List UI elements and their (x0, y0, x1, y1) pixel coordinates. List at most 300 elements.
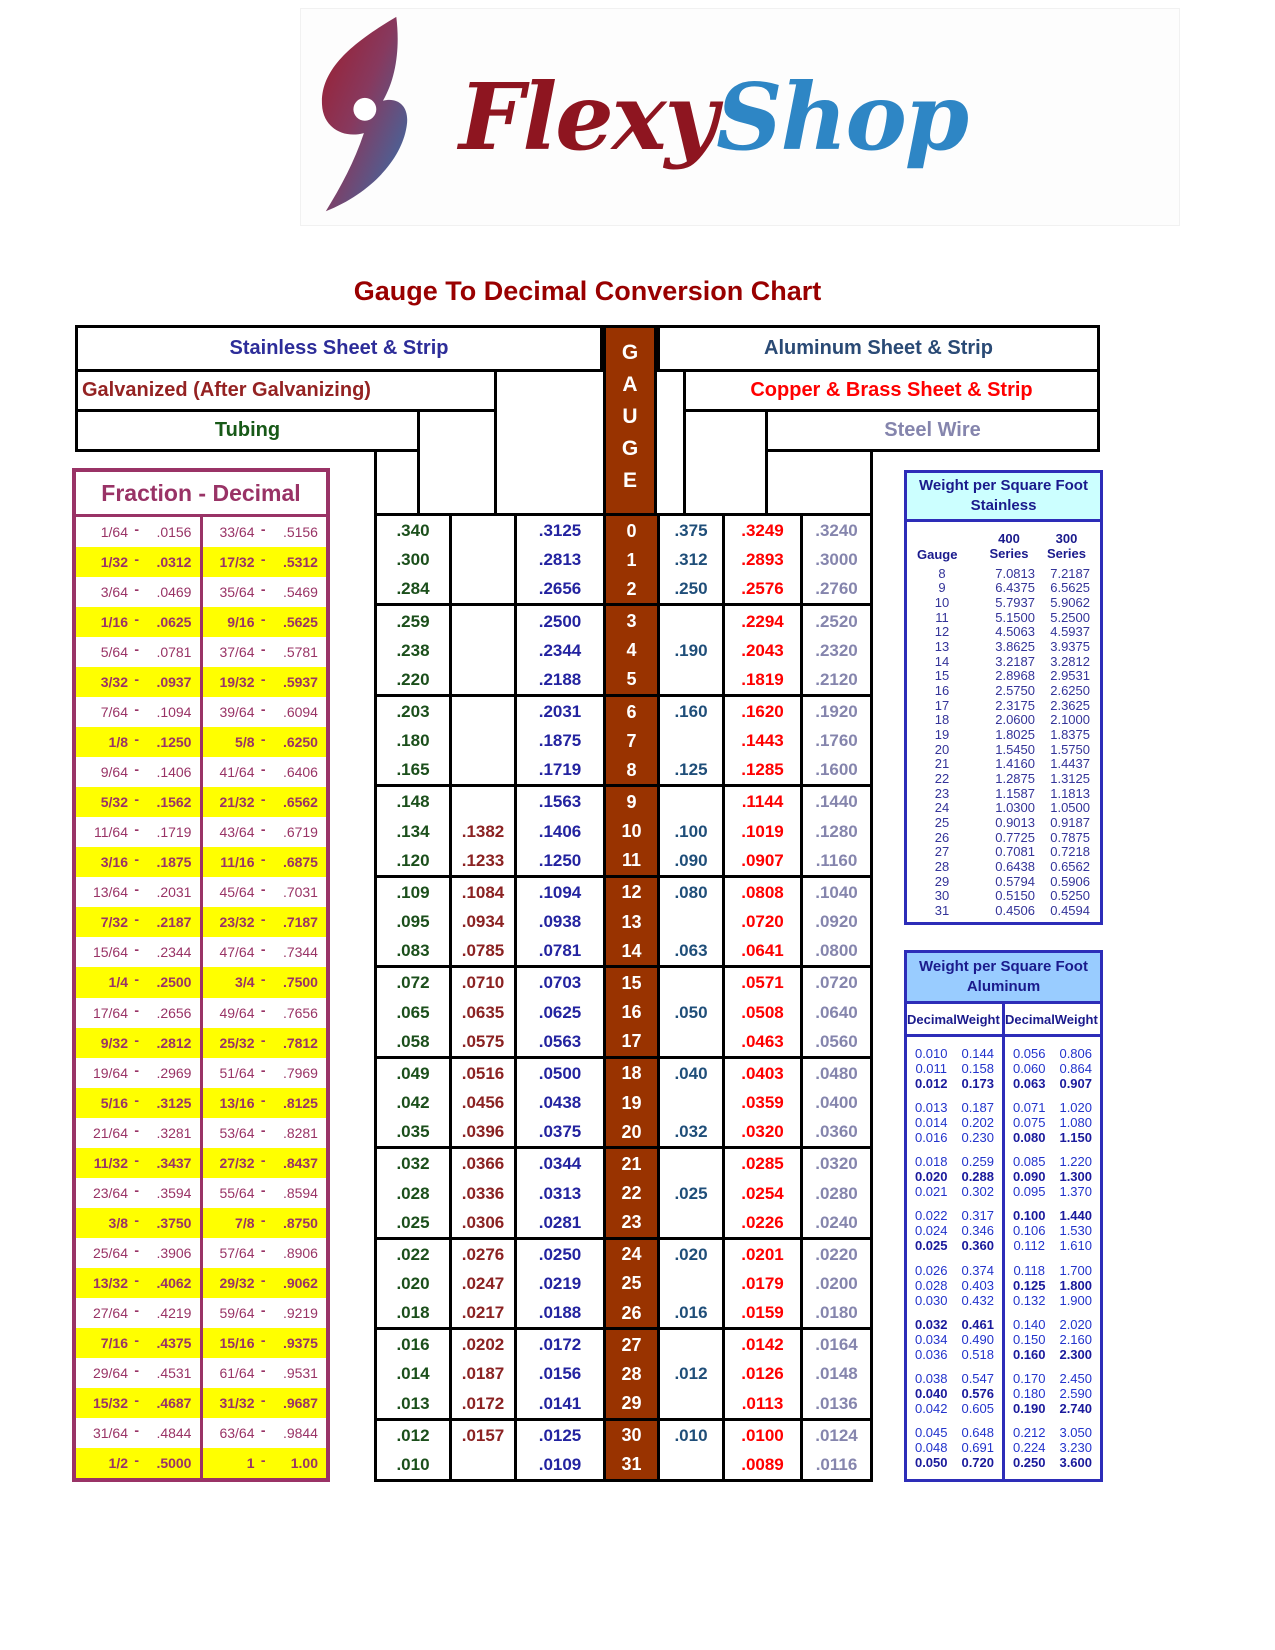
cell-aluminum: .375 (660, 516, 725, 545)
fraction-value: 7/64 (100, 704, 128, 721)
dash-separator: - (260, 1421, 266, 1438)
cell-galvanized: .0934 (452, 907, 517, 936)
cell-steel-wire: .2320 (815, 640, 858, 660)
decimal-value: .3906 (156, 1244, 192, 1261)
series-300-weight: 3.9375 (1050, 639, 1090, 655)
table-row (377, 1208, 870, 1237)
weight-value: 0.158 (961, 1061, 995, 1077)
fraction-value: 5/64 (100, 644, 128, 661)
cell-aluminum: .020 (660, 1240, 725, 1269)
page-title: Gauge To Decimal Conversion Chart (353, 276, 822, 306)
cell-tubing: .016 (377, 1330, 452, 1359)
fraction-row (76, 667, 326, 697)
cell-aluminum (660, 1149, 725, 1178)
decimal-value: .5469 (282, 584, 318, 601)
cell-tubing: .120 (377, 846, 452, 875)
decimal-value: .8594 (282, 1184, 318, 1201)
fraction-row (76, 727, 326, 757)
cell-galvanized: .0172 (452, 1389, 517, 1418)
fraction-value: 57/64 (219, 1244, 255, 1261)
fraction-value: 17/32 (219, 554, 255, 571)
cell-gauge: 5 (606, 665, 660, 694)
weight-value: 2.300 (1059, 1346, 1093, 1362)
decimal-value: 0.190 (1012, 1400, 1046, 1416)
cell-stainless: .0375 (517, 1117, 606, 1146)
cell-stainless: .2188 (517, 665, 606, 694)
cell-aluminum: .080 (660, 878, 725, 907)
fraction-pair (203, 907, 327, 937)
cell-gauge: 0 (606, 516, 660, 545)
dash-separator: - (134, 971, 140, 988)
fraction-pair (76, 1178, 203, 1208)
fraction-row (76, 1238, 326, 1268)
fraction-value: 7/8 (235, 1214, 255, 1231)
decimal-value: 0.018 (914, 1154, 948, 1170)
fraction-value: 3/64 (100, 584, 128, 601)
series-300-weight: 5.2500 (1050, 609, 1090, 625)
cell-stainless: .1563 (517, 787, 606, 816)
fraction-pair (76, 577, 203, 607)
decimal-value: .4687 (156, 1394, 192, 1411)
cell-stainless: .2500 (517, 606, 606, 635)
decimal-value: 0.045 (914, 1424, 948, 1440)
weight-value: 3.050 (1059, 1424, 1093, 1440)
aluminum-weight-row (908, 1455, 1001, 1470)
fraction-pair (76, 877, 203, 907)
stainless-weight-row (913, 640, 1094, 653)
fraction-value: 7/16 (100, 1334, 128, 1351)
aluminum-weight-group (908, 1371, 1001, 1416)
fraction-pair (76, 1028, 203, 1058)
fraction-row (76, 577, 326, 607)
weight-value: 1.900 (1059, 1292, 1093, 1308)
dash-separator: - (134, 1421, 140, 1438)
series-400-weight: 3.8625 (995, 639, 1035, 655)
dash-separator: - (260, 1121, 266, 1138)
cell-tubing: .083 (377, 936, 452, 965)
gauge-number: 30 (934, 888, 950, 904)
weight-value: 1.150 (1059, 1130, 1093, 1146)
table-row (377, 998, 870, 1027)
fraction-pair (76, 1268, 203, 1298)
fraction-pair (203, 817, 327, 847)
series-400-weight: 1.5450 (995, 741, 1035, 757)
decimal-value: .9375 (282, 1334, 318, 1351)
header-tubing: Tubing (75, 409, 420, 452)
gauge-number: 17 (934, 697, 950, 713)
dash-separator: - (134, 941, 140, 958)
fraction-value: 35/64 (219, 584, 255, 601)
fraction-row (76, 637, 326, 667)
gauge-number: 23 (934, 785, 950, 801)
series-400-weight: 2.0600 (995, 712, 1035, 728)
decimal-value: .8437 (282, 1154, 318, 1171)
aluminum-weight-row (908, 1115, 1001, 1130)
fraction-pair (203, 967, 327, 997)
decimal-value: 0.075 (1012, 1115, 1046, 1131)
weight-value: 0.864 (1059, 1061, 1093, 1077)
aluminum-weight-row (1006, 1208, 1099, 1223)
fraction-pair (76, 1208, 203, 1238)
cell-gauge: 19 (606, 1088, 660, 1117)
cell-tubing: .018 (377, 1298, 452, 1327)
decimal-value: 0.040 (914, 1385, 948, 1401)
decimal-value: 0.150 (1012, 1331, 1046, 1347)
cell-copper-brass: .1019 (725, 817, 803, 846)
cell-gauge: 24 (606, 1240, 660, 1269)
fraction-value: 41/64 (219, 764, 255, 781)
fraction-pair (76, 697, 203, 727)
series-400-weight: 0.5794 (995, 873, 1035, 889)
decimal-value: 0.042 (914, 1400, 948, 1416)
series-400-weight: 0.7725 (995, 829, 1035, 845)
weight-value: 0.432 (961, 1292, 995, 1308)
fraction-value: 23/32 (219, 914, 255, 931)
series-400-weight: 5.1500 (995, 609, 1035, 625)
decimal-value: .2031 (156, 884, 192, 901)
weight-value: 0.187 (961, 1100, 995, 1116)
dash-separator: - (134, 851, 140, 868)
cell-copper-brass: .0359 (725, 1088, 803, 1117)
cell-aluminum (660, 787, 725, 816)
decimal-value: 0.021 (914, 1184, 948, 1200)
cell-galvanized (452, 574, 517, 603)
stainless-weight-row (913, 669, 1094, 682)
stainless-weight-row (913, 904, 1094, 917)
aluminum-weight-row (1006, 1169, 1099, 1184)
series-300-weight: 1.0500 (1050, 800, 1090, 816)
dash-separator: - (260, 611, 266, 628)
dash-separator: - (260, 791, 266, 808)
cell-aluminum (660, 907, 725, 936)
gauge-letter: G (621, 437, 639, 460)
dash-separator: - (134, 581, 140, 598)
decimal-value: .6406 (282, 764, 318, 781)
fraction-row (76, 1418, 326, 1448)
aluminum-weight-header (907, 953, 1100, 1004)
decimal-value: .0156 (156, 524, 192, 541)
fraction-row (76, 1118, 326, 1148)
decimal-value: .5156 (282, 524, 318, 541)
dash-separator: - (134, 881, 140, 898)
weight-value: 0.403 (961, 1277, 995, 1293)
fraction-value: 11/32 (93, 1154, 128, 1171)
cell-copper-brass: .0100 (725, 1421, 803, 1450)
decimal-value: .4531 (156, 1364, 192, 1381)
fraction-row (76, 1028, 326, 1058)
weight-value: 0.374 (961, 1262, 995, 1278)
cell-stainless: .2656 (517, 574, 606, 603)
table-row (377, 1269, 870, 1298)
gauge-number: 31 (934, 903, 950, 919)
decimal-value: .9531 (282, 1364, 318, 1381)
aluminum-weight-row (1006, 1293, 1099, 1308)
weight-value: 2.020 (1059, 1316, 1093, 1332)
decimal-value: 0.125 (1012, 1277, 1046, 1293)
cell-stainless: .0438 (517, 1088, 606, 1117)
cell-aluminum: .125 (660, 755, 725, 784)
dash-separator: - (134, 1361, 140, 1378)
dash-separator: - (260, 821, 266, 838)
fraction-pair (76, 847, 203, 877)
cell-gauge: 22 (606, 1178, 660, 1207)
fraction-pair (76, 547, 203, 577)
cell-copper-brass: .0463 (725, 1027, 803, 1056)
decimal-value: .1562 (156, 794, 192, 811)
fraction-row (76, 998, 326, 1028)
cell-stainless: .0109 (517, 1450, 606, 1479)
aluminum-weight-row (908, 1440, 1001, 1455)
decimal-value: .9844 (282, 1424, 318, 1441)
weight-value: 0.691 (961, 1439, 995, 1455)
cell-aluminum: .016 (660, 1298, 725, 1327)
cell-copper-brass: .0808 (725, 878, 803, 907)
gauge-number: 11 (935, 609, 949, 625)
cell-steel-wire: .0116 (815, 1454, 858, 1474)
series-400-weight: 1.8025 (995, 727, 1035, 743)
decimal-value: .6250 (282, 734, 318, 751)
dash-separator: - (134, 1121, 140, 1138)
cell-steel-wire: .3000 (815, 550, 858, 570)
dash-separator: - (260, 731, 266, 748)
table-row (377, 1056, 870, 1088)
aluminum-weight-left-colhead (907, 1004, 1002, 1037)
cell-aluminum (660, 726, 725, 755)
weight-value: 1.800 (1059, 1277, 1093, 1293)
series-300-weight: 2.3625 (1050, 697, 1090, 713)
fraction-pair (203, 727, 327, 757)
decimal-value: 0.030 (914, 1292, 948, 1308)
fraction-value: 1/16 (100, 614, 128, 631)
fraction-row (76, 757, 326, 787)
cell-copper-brass: .0403 (725, 1059, 803, 1088)
fraction-value: 1/8 (108, 734, 128, 751)
cell-tubing: .203 (377, 697, 452, 726)
stainless-weight-row (913, 787, 1094, 800)
series-400-weight: 1.0300 (995, 800, 1035, 816)
column-header-400-series: 400 Series (989, 530, 1029, 562)
fraction-pair (203, 877, 327, 907)
cell-tubing: .259 (377, 606, 452, 635)
fraction-pair (203, 1238, 327, 1268)
cell-galvanized (452, 697, 517, 726)
fraction-row (76, 847, 326, 877)
fraction-value: 25/64 (92, 1244, 128, 1261)
cell-galvanized: .0575 (452, 1027, 517, 1056)
weight-value: 2.160 (1059, 1331, 1093, 1347)
cell-steel-wire: .2520 (815, 611, 858, 631)
cell-aluminum (660, 606, 725, 635)
dash-separator: - (134, 1211, 140, 1228)
fraction-pair (203, 1148, 327, 1178)
cell-copper-brass: .1620 (725, 697, 803, 726)
aluminum-weight-row (908, 1154, 1001, 1169)
aluminum-weight-row (908, 1184, 1001, 1199)
fraction-pair (76, 967, 203, 997)
decimal-value: .7656 (282, 1004, 318, 1021)
cell-aluminum (660, 1088, 725, 1117)
cell-tubing: .020 (377, 1269, 452, 1298)
series-400-weight: 2.3175 (995, 697, 1035, 713)
decimal-value: .8906 (282, 1244, 318, 1261)
weight-value: 0.720 (961, 1454, 995, 1470)
aluminum-weight-row (1006, 1386, 1099, 1401)
aluminum-weight-row (1006, 1371, 1099, 1386)
cell-gauge: 6 (606, 697, 660, 726)
decimal-value: .4844 (156, 1424, 192, 1441)
flexyshop-swoosh-icon (307, 15, 457, 220)
flexyshop-logo (300, 8, 1180, 226)
aluminum-weight-row (1006, 1046, 1099, 1061)
cell-aluminum: .025 (660, 1178, 725, 1207)
fraction-value: 29/64 (92, 1364, 128, 1381)
aluminum-weight-row (1006, 1425, 1099, 1440)
fraction-value: 3/4 (235, 974, 255, 991)
table-row (377, 1298, 870, 1327)
weight-value: 1.220 (1059, 1154, 1093, 1170)
series-300-weight: 1.5750 (1050, 741, 1090, 757)
fraction-value: 37/64 (219, 644, 255, 661)
cell-tubing: .042 (377, 1088, 452, 1117)
cell-galvanized (452, 787, 517, 816)
cell-tubing: .065 (377, 998, 452, 1027)
fraction-pair (203, 607, 327, 637)
decimal-value: .3281 (156, 1124, 192, 1141)
stainless-weight-row (913, 831, 1094, 844)
table-row (377, 516, 870, 545)
fraction-value: 33/64 (219, 524, 255, 541)
cell-tubing: .284 (377, 574, 452, 603)
fraction-pair (203, 1178, 327, 1208)
cell-copper-brass: .0089 (725, 1450, 803, 1479)
dash-separator: - (134, 521, 140, 538)
dash-separator: - (260, 1181, 266, 1198)
decimal-value: 0.028 (914, 1277, 948, 1293)
aluminum-weight-row (1006, 1347, 1099, 1362)
weight-value: 0.288 (961, 1169, 995, 1185)
stainless-weight-row (913, 567, 1094, 580)
cell-stainless: .2813 (517, 545, 606, 574)
series-300-weight: 3.2812 (1050, 653, 1090, 669)
dash-separator: - (134, 611, 140, 628)
fraction-pair (76, 1148, 203, 1178)
aluminum-weight-group (908, 1425, 1001, 1470)
weight-value: 1.080 (1059, 1115, 1093, 1131)
cell-copper-brass: .0508 (725, 998, 803, 1027)
cell-stainless: .0500 (517, 1059, 606, 1088)
fraction-value: 5/32 (100, 794, 128, 811)
cell-stainless: .0563 (517, 1027, 606, 1056)
gauge-number: 25 (934, 815, 950, 831)
aluminum-weight-group (908, 1100, 1001, 1145)
cell-copper-brass: .2576 (725, 574, 803, 603)
stainless-weight-row (913, 743, 1094, 756)
series-300-weight: 0.7218 (1050, 844, 1090, 860)
weight-value: 1.610 (1059, 1238, 1093, 1254)
aluminum-weight-main (907, 1004, 1100, 1479)
fraction-value: 15/16 (219, 1334, 255, 1351)
table-row (377, 694, 870, 726)
weight-value: 0.230 (961, 1130, 995, 1146)
fraction-value: 21/32 (219, 794, 255, 811)
cell-tubing: .025 (377, 1208, 452, 1237)
cell-aluminum: .312 (660, 545, 725, 574)
cell-aluminum (660, 665, 725, 694)
header-aluminum-sheet-strip: Aluminum Sheet & Strip (657, 325, 1100, 372)
column-header-decimal: Decimal (907, 1011, 957, 1027)
logo-word-flexy: Flexy (459, 63, 717, 171)
table-row (377, 907, 870, 936)
aluminum-weight-group (1006, 1263, 1099, 1308)
cell-copper-brass: .0254 (725, 1178, 803, 1207)
dash-separator: - (134, 761, 140, 778)
cell-steel-wire: .0360 (815, 1122, 858, 1142)
weight-value: 0.461 (961, 1316, 995, 1332)
aluminum-weight-group (908, 1154, 1001, 1199)
fraction-value: 47/64 (219, 944, 255, 961)
stainless-weight-row (913, 845, 1094, 858)
fraction-pair (203, 1358, 327, 1388)
table-row (377, 1359, 870, 1388)
cell-steel-wire: .1440 (815, 792, 858, 812)
aluminum-weight-group (1006, 1100, 1099, 1145)
column-header-gauge: Gauge (917, 547, 958, 562)
cell-tubing: .049 (377, 1059, 452, 1088)
cell-galvanized: .0516 (452, 1059, 517, 1088)
fraction-value: 9/64 (100, 764, 128, 781)
aluminum-weight-row (908, 1238, 1001, 1253)
table-row (377, 965, 870, 997)
series-300-weight: 4.5937 (1050, 624, 1090, 640)
stainless-weight-title-line2: Stainless (970, 497, 1037, 514)
cell-copper-brass: .0720 (725, 907, 803, 936)
cell-galvanized: .1084 (452, 878, 517, 907)
fraction-pair (203, 1028, 327, 1058)
cell-gauge: 26 (606, 1298, 660, 1327)
dash-separator: - (134, 1001, 140, 1018)
fraction-value: 45/64 (219, 884, 255, 901)
decimal-value: .8125 (282, 1094, 318, 1111)
fraction-row (76, 877, 326, 907)
fraction-row (76, 607, 326, 637)
cell-steel-wire: .0320 (815, 1154, 858, 1174)
fraction-pair (76, 1358, 203, 1388)
table-row (377, 1327, 870, 1359)
decimal-value: .9687 (282, 1394, 318, 1411)
gauge-number: 14 (934, 653, 950, 669)
decimal-value: 0.056 (1012, 1046, 1046, 1062)
decimal-value: .7031 (282, 884, 318, 901)
aluminum-weight-group (908, 1208, 1001, 1253)
decimal-value: .5000 (156, 1454, 192, 1471)
decimal-value: .5937 (282, 674, 318, 691)
fraction-value: 25/32 (219, 1034, 255, 1051)
table-row (377, 726, 870, 755)
cell-galvanized: .0396 (452, 1117, 517, 1146)
fraction-value: 3/32 (100, 674, 128, 691)
cell-aluminum: .032 (660, 1117, 725, 1146)
decimal-value: 0.013 (914, 1100, 948, 1116)
aluminum-weight-group (1006, 1208, 1099, 1253)
cell-tubing: .022 (377, 1240, 452, 1269)
decimal-value: 0.212 (1012, 1424, 1046, 1440)
cell-aluminum (660, 1269, 725, 1298)
fraction-pair (76, 1448, 203, 1478)
cell-stainless: .2344 (517, 636, 606, 665)
cell-tubing: .220 (377, 665, 452, 694)
fraction-value: 49/64 (219, 1004, 255, 1021)
series-300-weight: 2.6250 (1050, 683, 1090, 699)
